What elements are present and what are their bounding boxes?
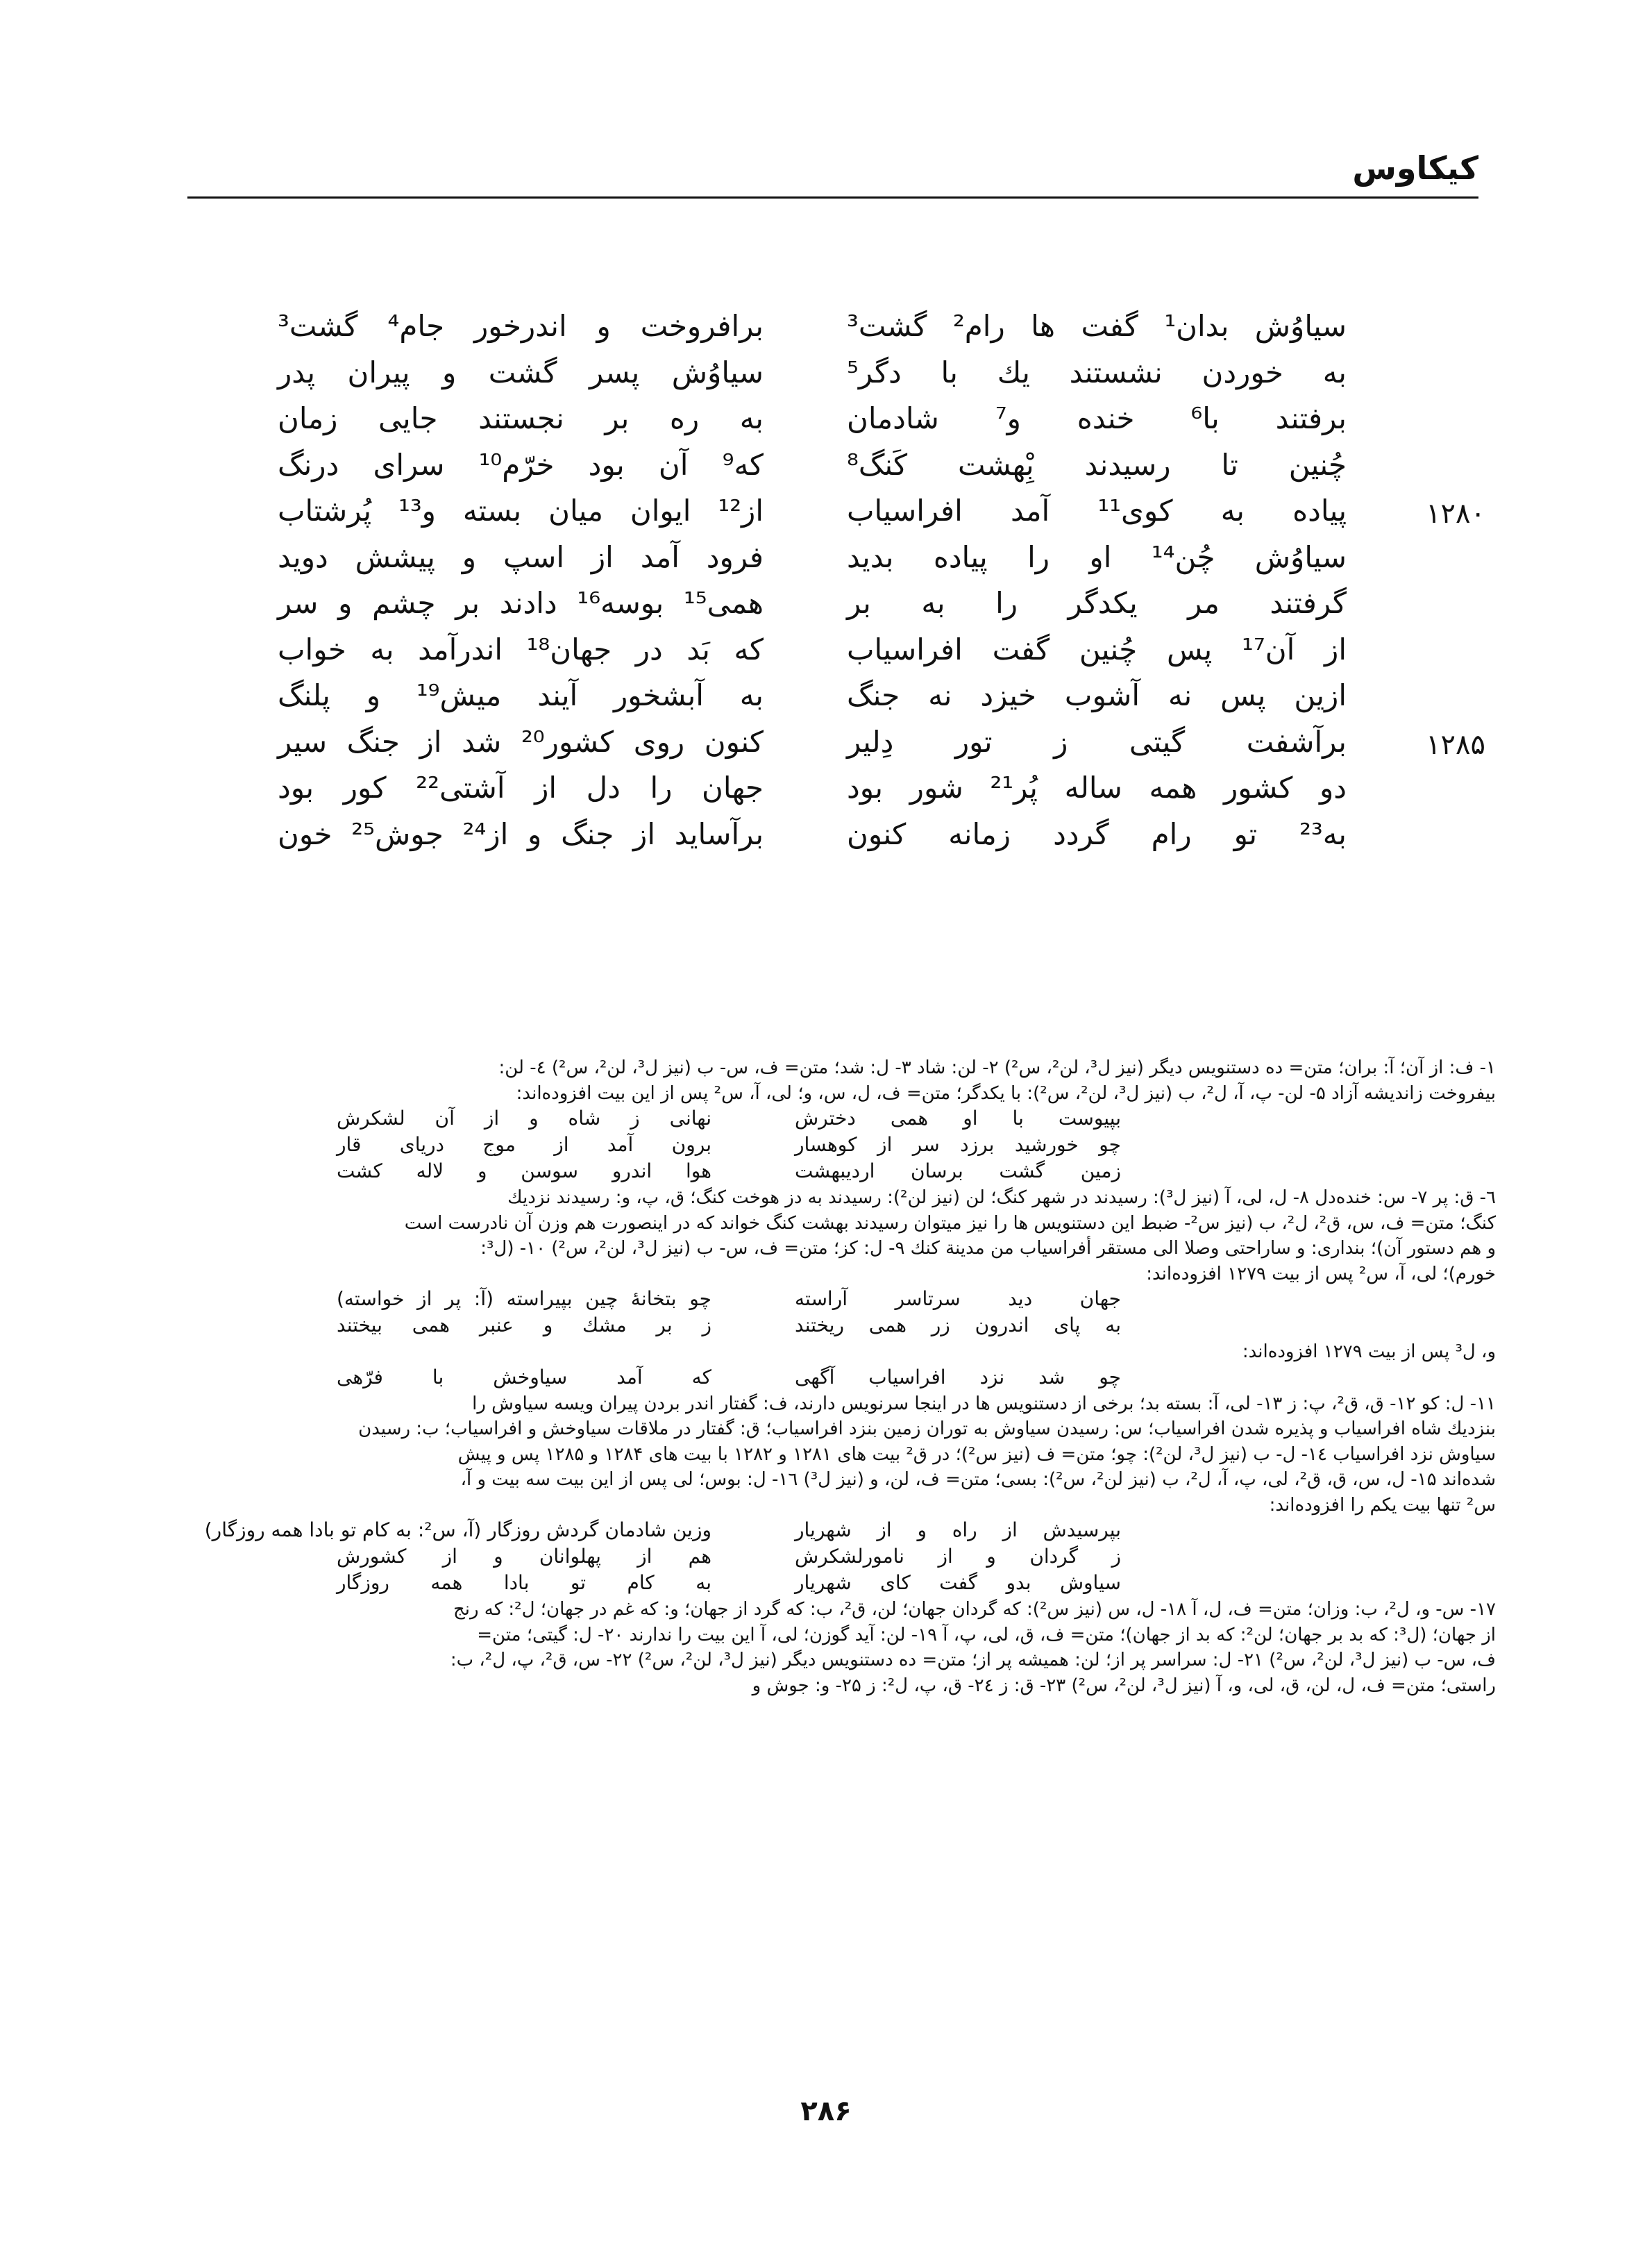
couplet [264,494,1485,540]
variant-hemistich-second: که آمد سیاوخش با فرّهی [337,1365,711,1389]
hemistich-second: سیاوُش پسر گشت و پیران پدر [278,355,764,389]
variant-hemistich-first: به پای اندرون زر همی ریختند [795,1314,1121,1336]
hemistich-second: برافروخت و اندرخور جام⁴ گشت³ [278,309,764,343]
variant-couplet [163,1132,1496,1159]
footnote-line: بیفروخت زاندیشه آزاد ۵- لن- پ، آ، ل²، ب (نیز ل³، لن²، س²): با یکدگر؛ متن= ف، ل، س، و؛ لی، آ، س² پس از این بیت افزوده‌اند: [516,1082,1496,1104]
variant-hemistich-second: چو بتخانهٔ چین بپیراسته (آ: پر از خواسته) [337,1287,711,1310]
hemistich-first: برفتند با⁶ خنده و⁷ شادمان [847,401,1347,435]
hemistich-second: از¹² ایوان میان بسته و¹³ پُرشتاب [278,494,764,528]
hemistich-first: چُنین تا رسیدند بِْهشت کَنگ⁸ [847,447,1347,482]
hemistich-second: فرود آمد از اسپ و پیشش دوید [278,539,764,574]
variant-hemistich-second: نهانی ز شاه و از آن لشکرش [337,1107,711,1130]
couplet [264,678,1485,725]
variant-couplet [163,1286,1496,1313]
variant-hemistich-second: هم از پهلوانان و از کشورش [337,1545,711,1568]
footnote-line: ۱- ف: از آن؛ آ: بران؛ متن= ده دستنویس دیگر (نیز ل³، لن²، س²) ۲- لن: شاد ۳- ل: شد؛ متن= ف، س- ب (نیز ل³، لن²، س²) ٤- لن: [498,1057,1496,1078]
hemistich-first: سیاوُش بدان¹ گفت ها رام² گشت³ [847,309,1347,343]
footnote-line: و هم دستور آن)؛ بنداری: و ساراحتی وصلا الی مستقر أفراسیاب من مدینة کنك ۹- ل: کز؛ متن= ف، س- ب (نیز ل³، لن²، س²) ۱۰- (ل³: [480,1238,1496,1259]
hemistich-second: جهان را دل از آشتی²² کور بود [278,771,764,805]
variant-couplet [163,1106,1496,1132]
variant-hemistich-second: به کام تو بادا همه روزگار [337,1571,711,1594]
footnote-line: خورم)؛ لی، آ، س² پس از بیت ۱۲۷۹ افزوده‌اند: [1146,1263,1496,1284]
hemistich-first: به²³ تو رام گردد زمانه کنون [847,816,1347,851]
hemistich-second: کنون روی کشور²⁰ شد از جنگ سیر [278,724,764,759]
couplet [264,725,1485,771]
couplet [264,448,1485,494]
variant-couplet [163,1544,1496,1570]
variant-hemistich-first: بپیوست با او همی دخترش [795,1107,1121,1130]
couplet [264,309,1485,355]
footnote-line: س² تنها بیت یکم را افزوده‌اند: [1269,1494,1496,1516]
hemistich-second: همی¹⁵ بوسه¹⁶ دادند بر چشم و سر [278,586,764,620]
hemistich-first: پیاده به کوی¹¹ آمد افراسیاب [847,494,1347,528]
hemistich-first: گرفتند مر یکدگر را به بر [847,586,1347,620]
variant-hemistich-second: برون آمد از موج دریای قار [337,1133,711,1156]
variant-couplet [163,1365,1496,1391]
variant-hemistich-first: چو خورشید برزد سر از کوهسار [795,1133,1121,1156]
hemistich-first: برآشفت گیتی ز تور دِلیر [847,724,1347,759]
footnote-line: بنزدیك شاه افراسیاب و پذیره شدن افراسیاب؛ س: رسیدن سیاوش به توران زمین بنزد افراسیاب؛ ق: گفتار در ملاقات سیاوخش و افراسیاب؛ ب: رسیدن [358,1418,1496,1439]
footnote-line: از جهان؛ (ل³: که بد بر جهان؛ لن²: که بد از جهان)؛ متن= ف، ق، لی، پ، آ ۱۹- لن: آید گوزن؛ لی، آ این بیت را ندارند ۲۰- ل: گیتی؛ متن= [477,1624,1496,1645]
couplet [264,771,1485,817]
footnote-line: ۱۷- س- و، ل²، ب: وزان؛ متن= ف، ل، آ ۱۸- ل، س (نیز س²): که گردان جهان؛ لن، ق²، ب: که گرد از جهان؛ و: که غم در جهان؛ ل²: که رنج [453,1599,1496,1620]
header-rule [187,196,1478,199]
variant-hemistich-first: سیاوش بدو گفت کای شهریار [795,1571,1121,1594]
couplet [264,540,1485,587]
variant-couplet [163,1313,1496,1339]
variant-hemistich-first: جهان دید سرتاسر آراسته [795,1287,1121,1310]
hemistich-first: سیاوُش چُن¹⁴ او را پیاده بدید [847,539,1347,574]
couplet [264,632,1485,679]
variant-hemistich-first: بپرسیدش از راه و از شهریار [795,1518,1121,1541]
variant-hemistich-second: ز بر مشك و عنبر همی بیختند [337,1314,711,1336]
variant-couplet [163,1518,1496,1544]
variant-hemistich-first: زمین گشت برسان اردیبهشت [795,1159,1121,1182]
footnotes [163,1055,1496,1698]
couplet [264,355,1485,402]
footnote-line: سیاوش نزد افراسیاب ۱٤- ل- ب (نیز ل³، لن²): چو؛ متن= ف (نیز س²)؛ در ق² بیت های ۱۲۸۱ و ۱۲۸۲ با بیت های ۱۲۸۴ و ۱۲۸۵ پس و پیش [457,1443,1496,1465]
couplet [264,817,1485,864]
footnote-line: کنگ؛ متن= ف، س، ق²، ل²، ب (نیز س²- ضبط این دستنویس ها را نیز میتوان رسیدند بهشت کنگ خواند که در اینصورت هم وزن آن نادرست است [404,1212,1496,1234]
hemistich-first: دو کشور همه ساله پُر²¹ شور بود [847,771,1347,805]
running-header [187,149,1478,198]
footnote-line: ۱۱- ل: کو ۱۲- ق، ق²، پ: ز ۱۳- لی، آ: بسته بد؛ برخی از دستنویس ها در اینجا سرنویس دارند، ف: گفتار اندر بردن پیران ویسه سیاوش را [472,1393,1496,1414]
hemistich-second: به ره بر نجستند جایی زمان [278,401,764,435]
chapter-title: کیکاوس [1352,149,1478,187]
hemistich-first: از آن¹⁷ پس چُنین گفت افراسیاب [847,632,1347,667]
hemistich-second: برآساید از جنگ و از²⁴ جوش²⁵ خون [278,816,764,851]
footnote-line: راستی؛ متن= ف، ل، لن، ق، لی، و، آ (نیز ل³، لن²، س²) ۲۳- ق: ز ۲٤- ق، پ، ل²: ز ۲۵- و: جوش و [752,1675,1496,1696]
hemistich-second: که⁹ آن بود خرّم¹⁰ سرای درنگ [278,447,764,482]
variant-hemistich-first: ز گردان و از نامورلشکرش [795,1545,1121,1568]
variant-couplet [163,1159,1496,1185]
hemistich-first: به خوردن نشستند یك با دگر⁵ [847,355,1347,389]
page-number: ۲۸۶ [800,2095,852,2127]
footnote-line: ٦- ق: پر ۷- س: خنده‌دل ۸- ل، لی، آ (نیز ل³): رسیدند در شهر کنگ؛ لن (نیز لن²): رسیدند به دز هوخت کنگ؛ ق، پ، و: رسیدند نزدیك [507,1187,1496,1208]
footnote-line: شده‌اند ۱۵- ل، س، ق، ق²، لی، پ، آ، ل²، ب (نیز لن²، س²): بسی؛ متن= ف، لن، و (نیز ل³) ۱٦- ل: بوس؛ لی پس از این بیت سه بیت و آ، [460,1469,1496,1490]
poem-body [264,309,1485,863]
variant-hemistich-first: چو شد نزد افراسیاب آگهی [795,1365,1121,1389]
footnote-line: و، ل³ پس از بیت ۱۲۷۹ افزوده‌اند: [1242,1341,1496,1362]
variant-hemistich-second: هوا اندرو سوسن و لاله کشت [337,1159,711,1182]
verse-number: ۱۲۸۵ [1426,728,1485,761]
hemistich-first: ازین پس نه آشوب خیزد نه جنگ [847,678,1347,712]
variant-couplet [163,1570,1496,1597]
verse-number: ۱۲۸۰ [1426,498,1485,530]
couplet [264,401,1485,448]
hemistich-second: که بَد در جهان¹⁸ اندرآمد به خواب [278,632,764,667]
variant-hemistich-second: وزین شادمان گردش روزگار (آ، س²: به کام تو بادا همه روزگار) [204,1518,711,1541]
footnote-line: ف، س- ب (نیز ل³، لن²، س²) ۲۱- ل: سراسر پر از؛ لن: همیشه پر از؛ متن= ده دستنویس دیگر (نیز ل³، لن²، س²) ۲۲- س، ق²، پ، ل²، ب: [450,1650,1496,1670]
couplet [264,586,1485,632]
hemistich-second: به آبشخور آیند میش¹⁹ و پلنگ [278,678,764,712]
